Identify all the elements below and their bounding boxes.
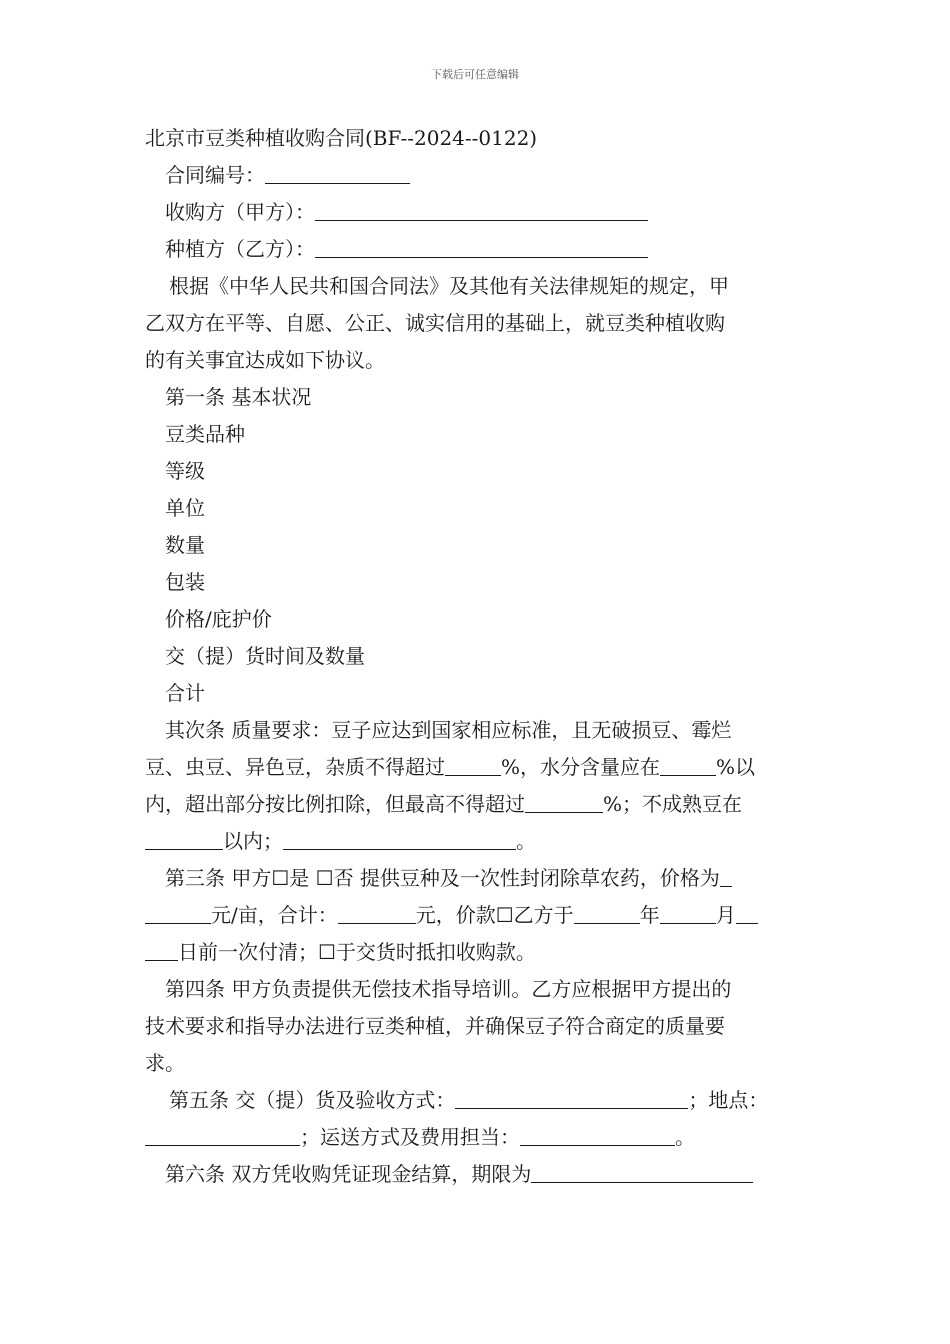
article-5-line-1 — [145, 1082, 810, 1119]
transport-blank[interactable] — [520, 1121, 675, 1146]
article-5-text: 。 — [675, 1125, 695, 1149]
article-2-text: %以 — [716, 755, 756, 779]
article-1-item-variety: 豆类品种 — [165, 422, 245, 446]
article-6-line-1 — [145, 1156, 810, 1193]
grower-label: 种植方（乙方）： — [165, 237, 315, 261]
article-3-text: 元/亩，合计： — [211, 903, 338, 927]
moisture-blank[interactable] — [660, 751, 716, 776]
article-2-text: %，水分含量应在 — [501, 755, 661, 779]
article-1-item-total: 合计 — [165, 681, 205, 705]
article-4-line-2: 技术要求和指导办法进行豆类种植，并确保豆子符合商定的质量要 — [145, 1014, 725, 1038]
article-4-line-3: 求。 — [145, 1051, 185, 1075]
article-1-item-packaging: 包装 — [165, 570, 205, 594]
contract-no-line — [145, 157, 810, 194]
article-2-text: 。 — [516, 829, 536, 853]
article-1-item-quantity: 数量 — [165, 533, 205, 557]
buyer-label: 收购方（甲方）： — [165, 200, 315, 224]
article-3-line-1 — [145, 860, 810, 897]
article-1-item-grade: 等级 — [165, 459, 205, 483]
location-blank[interactable] — [145, 1121, 300, 1146]
article-2-line-3 — [145, 786, 810, 823]
article-5-text: ；运送方式及费用担当： — [300, 1125, 520, 1149]
settlement-period-blank[interactable] — [531, 1158, 753, 1183]
grower-blank[interactable] — [315, 233, 648, 258]
article-3-text: 月 — [715, 903, 736, 927]
immature-blank[interactable] — [145, 825, 223, 850]
page-header: 下载后可任意编辑 — [431, 68, 519, 81]
seed-price-blank-a[interactable] — [720, 862, 732, 887]
article-3-text: 第三条 甲方☐是 ☐否 提供豆种及一次性封闭除草农药，价格为 — [165, 866, 720, 890]
article-2-text: %；不成熟豆在 — [603, 792, 743, 816]
buyer-blank[interactable] — [315, 196, 648, 221]
seed-total-blank[interactable] — [338, 899, 416, 924]
article-1-item-price: 价格/庇护价 — [165, 607, 272, 631]
pay-day-blank-b[interactable] — [145, 936, 178, 961]
article-1-item-unit: 单位 — [165, 496, 205, 520]
article-2-text: 豆、虫豆、异色豆，杂质不得超过 — [145, 755, 445, 779]
article-2-extra-blank[interactable] — [283, 825, 516, 850]
contract-no-blank[interactable] — [265, 159, 410, 184]
article-4-line-1: 第四条 甲方负责提供无偿技术指导培训。乙方应根据甲方提出的 — [165, 977, 732, 1001]
preamble-line-1: 根据《中华人民共和国合同法》及其他有关法律规矩的规定，甲 — [169, 274, 729, 298]
preamble-line-3: 的有关事宜达成如下协议。 — [145, 348, 385, 372]
pay-year-blank[interactable] — [574, 899, 640, 924]
article-5-text: 第五条 交（提）货及验收方式： — [169, 1088, 456, 1112]
article-3-line-3 — [145, 934, 810, 971]
article-6-text: 第六条 双方凭收购凭证现金结算，期限为 — [165, 1162, 532, 1186]
max-deduction-blank[interactable] — [525, 788, 603, 813]
article-1-item-delivery: 交（提）货时间及数量 — [165, 644, 365, 668]
article-2-line-4 — [145, 823, 810, 860]
article-5-text: ；地点： — [688, 1088, 769, 1112]
pay-month-blank[interactable] — [660, 899, 716, 924]
article-3-line-2 — [145, 897, 810, 934]
article-2-text: 以内； — [223, 829, 283, 853]
article-2-text: 内，超出部分按比例扣除，但最高不得超过 — [145, 792, 525, 816]
pay-day-blank-a[interactable] — [736, 899, 758, 924]
article-5-line-2 — [145, 1119, 810, 1156]
article-3-text: 年 — [639, 903, 660, 927]
contract-title: 北京市豆类种植收购合同(BF--2024--0122) — [145, 126, 538, 150]
article-1-title: 第一条 基本状况 — [165, 385, 312, 409]
preamble-line-2: 乙双方在平等、自愿、公正、诚实信用的基础上，就豆类种植收购 — [145, 311, 725, 335]
delivery-method-blank[interactable] — [455, 1084, 688, 1109]
buyer-line — [145, 194, 810, 231]
seed-price-blank-b[interactable] — [145, 899, 211, 924]
article-2-line-1: 其次条 质量要求：豆子应达到国家相应标准，且无破损豆、霉烂 — [165, 718, 732, 742]
grower-line — [145, 231, 810, 268]
impurity-blank[interactable] — [445, 751, 501, 776]
contract-document — [145, 120, 810, 1193]
article-2-line-2 — [145, 749, 810, 786]
contract-no-label: 合同编号： — [165, 163, 265, 187]
article-3-text: 元，价款☐乙方于 — [415, 903, 574, 927]
article-3-text: 日前一次付清；☐于交货时抵扣收购款。 — [178, 940, 536, 964]
